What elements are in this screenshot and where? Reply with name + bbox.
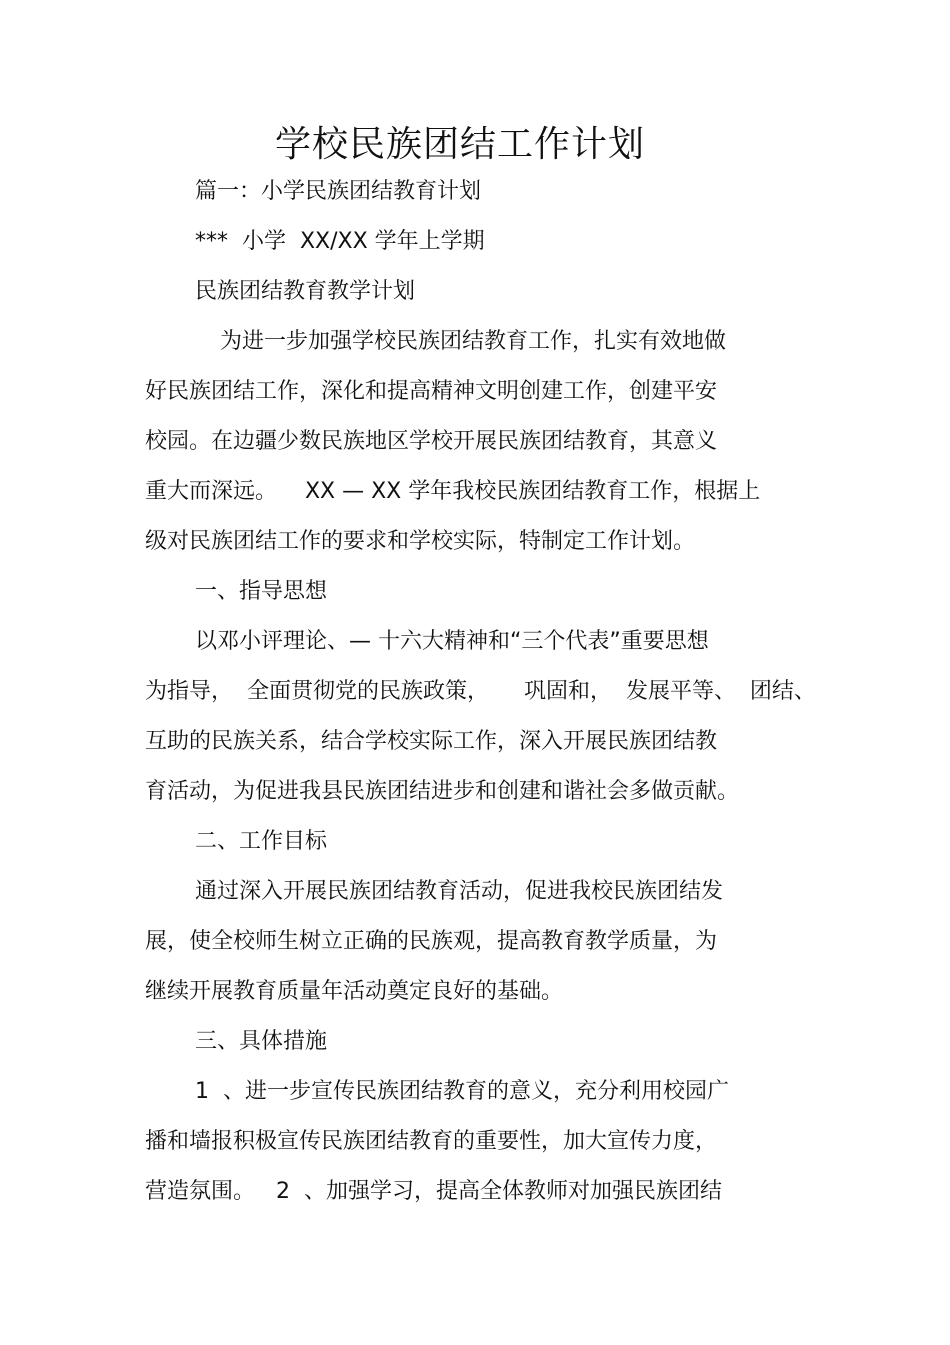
paragraph-line: 校园。在边疆少数民族地区学校开展民族团结教育，其意义 — [145, 429, 718, 454]
section-heading: 二、工作目标 — [195, 829, 328, 854]
document-title: 学校民族团结工作计划 — [274, 124, 645, 165]
school-term-line: *** 小学 XX/XX 学年上学期 — [195, 229, 485, 254]
paragraph-line: 为进一步加强学校民族团结教育工作，扎实有效地做 — [220, 329, 727, 354]
paragraph-line: 级对民族团结工作的要求和学校实际，特制定工作计划。 — [145, 529, 696, 554]
paragraph-line: 互助的民族关系，结合学校实际工作，深入开展民族团结教 — [145, 729, 718, 754]
section-heading: 篇一：小学民族团结教育计划 — [195, 179, 482, 204]
paragraph-line: 好民族团结工作，深化和提高精神文明创建工作，创建平安 — [145, 379, 718, 404]
paragraph-line: 展，使全校师生树立正确的民族观，提高教育教学质量，为 — [145, 929, 718, 954]
paragraph-line: 以邓小评理论、— 十六大精神和“三个代表”重要思想 — [195, 629, 709, 654]
paragraph-line: 1 、进一步宣传民族团结教育的意义，充分利用校园广 — [195, 1079, 729, 1104]
section-heading: 一、指导思想 — [195, 579, 328, 604]
plan-subtitle: 民族团结教育教学计划 — [195, 279, 416, 304]
paragraph-line: 重大而深远。 XX — XX 学年我校民族团结教育工作，根据上 — [145, 479, 761, 504]
section-heading: 三、具体措施 — [195, 1029, 328, 1054]
paragraph-line: 播和墙报积极宣传民族团结教育的重要性，加大宣传力度， — [145, 1129, 718, 1154]
paragraph-line: 营造氛围。 2 、加强学习，提高全体教师对加强民族团结 — [145, 1179, 722, 1204]
paragraph-line: 继续开展教育质量年活动奠定良好的基础。 — [145, 979, 564, 1004]
paragraph-line: 为指导， 全面贯彻党的民族政策， 巩固和， 发展平等、 团结、 — [145, 679, 816, 704]
paragraph-line: 通过深入开展民族团结教育活动，促进我校民族团结发 — [195, 879, 724, 904]
paragraph-line: 育活动，为促进我县民族团结进步和创建和谐社会多做贡献。 — [145, 779, 740, 804]
